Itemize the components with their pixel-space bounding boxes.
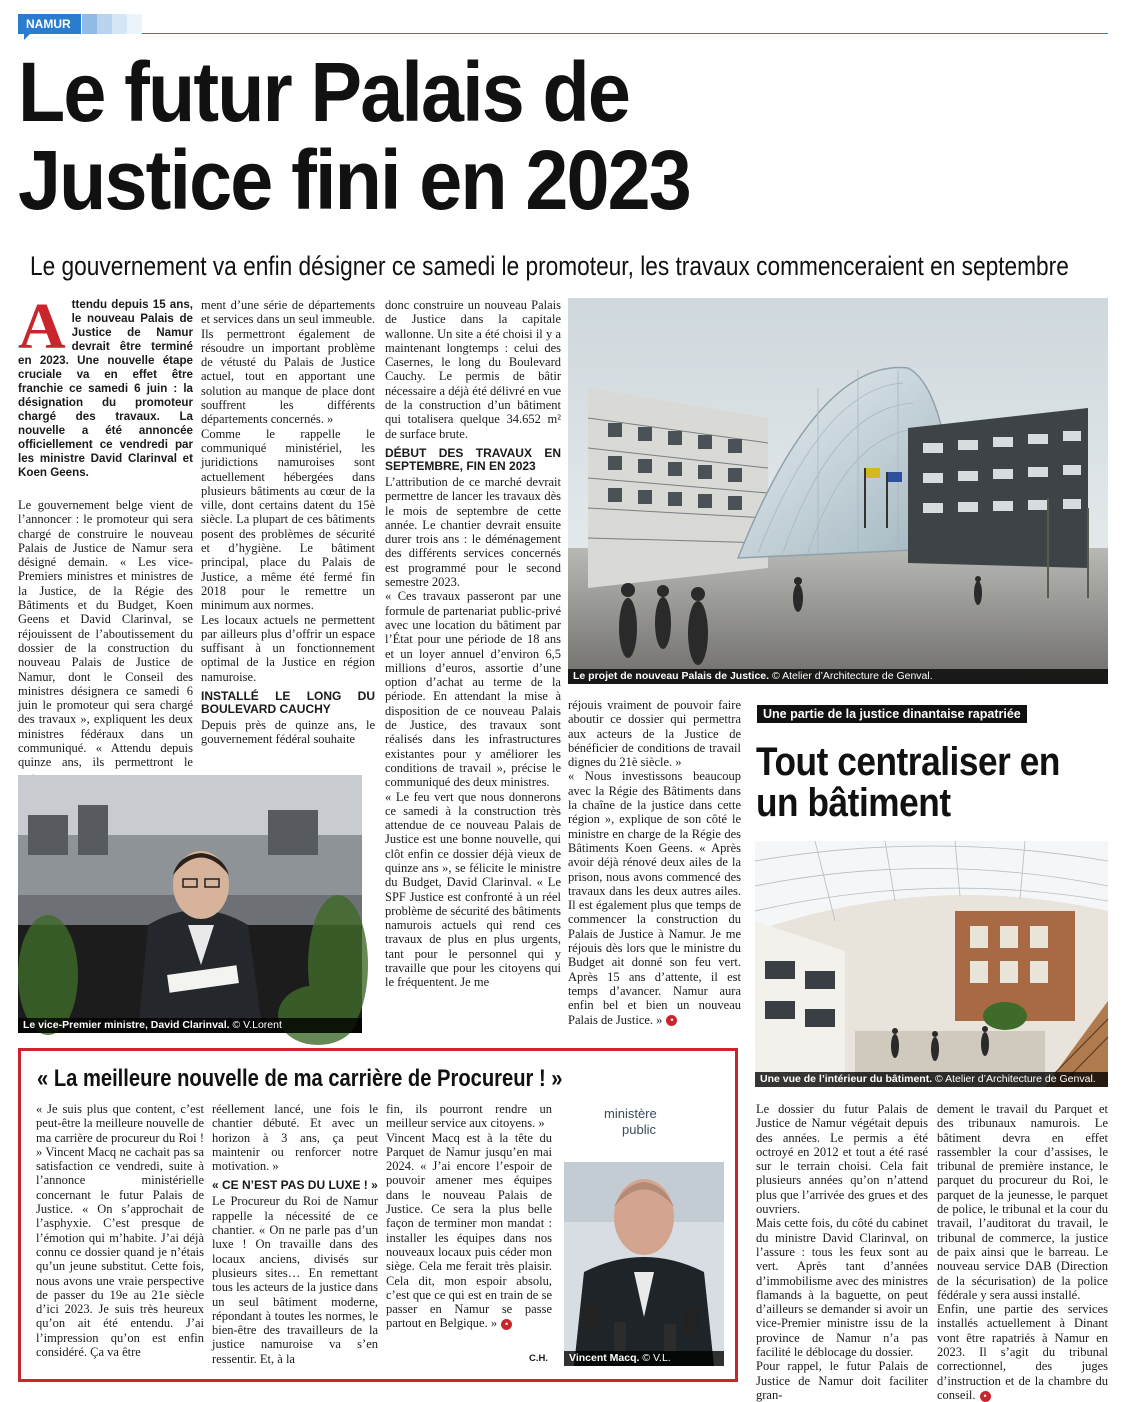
minister-photo	[18, 775, 362, 1033]
main-building-photo	[568, 298, 1108, 684]
paragraph: Mais cette fois, du côté du cabinet du ministre David Clarinval, on l’assure : tous les feux sont au vert. Après tant d’années d’immobilisme avec des ministres flamands à la baguette, on peut d’ailleurs se demander si avoir un vice-Premier ministre issu de la province de Namur n’a pas facilité le déblocage du dossier.	[756, 1216, 928, 1360]
paragraph: « Ces travaux passeront par une formule de partenariat public-privé avec une location du bâtiment par l’État pour une période de 18 ans et un loyer annuel d’environ 6,5 millions d’euros, assortie d’une option d’achat au terme de la période. En attendant la mise à disposition de ce nouveau Palais de Justice, des travaux sont réalisés dans les infrastructures existantes pour y améliorer les conditions de travail », précise le communiqué des deux ministres.	[385, 589, 561, 790]
section-pattern	[82, 14, 142, 34]
end-mark-icon: •	[980, 1391, 991, 1402]
caption-title: Le vice-Premier ministre, David Clarinval.	[23, 1019, 230, 1031]
minister-portrait-image	[18, 775, 362, 1033]
paragraph: Le gouvernement belge vient de l’annoncer : le promoteur qui sera chargé de construire le nouveau Palais de Justice de Namur sera désigné demain. « Les vice-Premiers ministres et ministres de la Justice, de la Régie des Bâtiments et du Budget, Koen Geens et David Clarinval, se réjouissent de l’aboutissement du dossier de la construction du nouveau Palais de Justice de Namur, dont le Conseil des ministres désignera ce samedi 6 juin le promoteur qui sera chargé des travaux », expliquent les deux ministres fédéraux dans un communiqué. « Attendu depuis quinze ans, ils permettront le	[18, 498, 193, 770]
paragraph: L’attribution de ce marché devrait permettre de lancer les travaux dès le mois de septembre de cette année. Le chantier devrait ensuite durer trois ans : le déménagement des différents services concernés est programmé pour le second semestre 2023.	[385, 474, 561, 590]
byline: C.H.	[529, 1353, 548, 1364]
article-column-4	[568, 698, 741, 1027]
subheadline: Le gouvernement va enfin désigner ce samedi le promoteur, les travaux commenceraient en septembre	[30, 251, 1069, 281]
paragraph-text: « Nous investissons beaucoup avec la Régie des Bâtiments dans la chaîne de la justice dans cette région », explique de son côté le ministre en charge de la Régie des Bâtiments Koen Geens. « Après avoir déjà rénové deux ailes de la prison, nous avons commencé des travaux dans les deux autres ailes. Il est également plus que temps de commencer la construction du Palais de Justice à Namur. Je me réjouis dès lors que le ministre du Budget ait donné son feu vert. Après 15 ans d’attente, il est temps d’avancer. Namur aura enfin bel et bien un nouveau Palais de Justice. »	[568, 769, 741, 1027]
lead-text: ttendu depuis 15 ans, le nouveau Palais de Justice de Namur devrait être terminé en 2023. Une nouvelle étape cruciale va en effet être franchie ce samedi 6 juin : la désignation du promoteur chargé des travaux. La nouvelle a été annoncée officiellement ce vendredi par les ministre David Clarinval et Koen Geens.	[18, 298, 193, 479]
prosecutor-photo	[564, 1102, 724, 1366]
interior-photo-caption	[755, 1072, 1108, 1087]
caption-title: Vincent Macq.	[569, 1352, 640, 1364]
section-bar	[18, 14, 1108, 34]
caption-credit: © V.Lorent	[232, 1019, 282, 1031]
intertitle: DÉBUT DES TRAVAUX EN SEPTEMBRE, FIN EN 2023	[385, 445, 561, 473]
article-column-2	[201, 298, 375, 747]
caption-credit: © V.L.	[642, 1352, 671, 1364]
paragraph: Le dossier du futur Palais de Justice de Namur végétait depuis des années. Le permis a été octroyé en 2012 et tout a été rasé sur le terrain choisi. Cela fait plusieurs années qu’on n’attend plus que l’arrivée des grues et des ouvriers.	[756, 1102, 928, 1217]
paragraph: Comme le rappelle le communiqué ministériel, les juridictions namuroises sont actuellement hébergées dans plusieurs bâtiments au cœur de la ville, dont certains datent du 15è siècle. La plupart de ces bâtiments posent des problèmes de sécurité et d’hygiène. Le bâtiment principal, place du Palais de Justice, a même été fermé fin 2018 pour le remettre un minimum aux normes.	[201, 426, 375, 613]
banner-text-line-1: ministère	[604, 1106, 657, 1121]
paragraph-text: Vincent Macq est à la tête du Parquet de Namur jusqu’en mai 2024. « J’ai encore l’espoir de pouvoir amener mes équipes dans le nouveau Palais de Justice. Ce sera la plus belle façon de terminer mon mandat : installer les équipes dans nos nouveaux locaux puis céder mon siège. Cela me ferait très plaisir. Cela dit, mon espoir absolu, c’est que ce qui est en train de se passer en Namur se passe partout en Belgique. »	[386, 1130, 552, 1331]
paragraph	[937, 1302, 1108, 1402]
paragraph: réjouis vraiment de pouvoir faire aboutir ce dossier qui permettra aux acteurs de la Justice de bénéficier de conditions de travail dignes du 21è siècle. »	[568, 698, 741, 770]
paragraph-text: Enfin, une partie des services installés actuellement à Dinant vont être rapatriés à Namur en 2023. Il s’agit du tribunal correctionnel, des juges d’instruction et de la chambre du conseil.	[937, 1302, 1108, 1402]
sidebar-column-1	[756, 1102, 928, 1402]
paragraph: dement le travail du Parquet et des tribunaux namurois. Le bâtiment devra en effet rassembler la cour d’assises, le tribunal de première instance, le parquet du procureur du Roi, le parquet de la jeunesse, le parquet de police, le tribunal et la cour du travail, l’auditorat du travail, le tribunal de commerce, la justice de paix ainsi que le barreau. Le nouveau service DAB (Direction de la sécurisation) de la police fédérale y sera aussi installé.	[937, 1102, 1108, 1302]
article-column-1	[18, 290, 193, 784]
end-mark-icon: •	[666, 1015, 677, 1026]
caption-title: Une vue de l’intérieur du bâtiment.	[760, 1073, 933, 1085]
headline-line-1: Le futur Palais de	[18, 45, 630, 139]
paragraph: Pour rappel, le futur Palais de Justice de Namur doit faciliter gran-	[756, 1359, 928, 1402]
paragraph: « Le feu vert que nous donnerons ce samedi à la construction très attendue de ce nouveau Palais de Justice est une bonne nouvelle, qui clôt enfin ce dossier déjà vieux de quinze ans », se félicite le ministre du Budget, David Clarinval. « Le SPF Justice est confronté à un réel problème de sécurité des bâtiments namurois actuels qui rend ces travaux de plus en plus urgents, tant pour le personnel qui y travaille que pour les citoyens qui le fréquentent. Je me	[385, 789, 561, 990]
sidebar-kicker: Une partie de la justice dinantaise rapatriée	[757, 705, 1027, 723]
quote-box-column-1	[36, 1102, 204, 1359]
paragraph: ment d’une série de départements et services dans un seul immeuble. Ils permettront également de résoudre un important problème de vétusté du Palais de Justice actuel, tout en apportant une solution au manque de place dont souffrent les différents départements concernés. »	[201, 298, 375, 427]
prosecutor-photo-caption	[564, 1351, 724, 1366]
quote-box-column-2	[212, 1102, 378, 1366]
interior-photo	[755, 841, 1108, 1087]
article-column-3	[385, 298, 561, 990]
drop-cap: A	[18, 290, 66, 363]
paragraph	[386, 1131, 552, 1331]
paragraph: réellement lancé, une fois le chantier débuté. Et avec un horizon à 3 ans, ça peut maintenir ou renforcer notre motivation. »	[212, 1102, 378, 1174]
paragraph: Le Procureur du Roi de Namur rappelle la nécessité de ce chantier. « On ne parle pas d’un luxe ! On travaille dans des locaux anciens, divisés sur plusieurs sites… En remettant tous les acteurs de la justice dans un seul bâtiment moderne, répondant à toutes les normes, le bien-être des travailleurs de la justice namuroise va s’en ressentir. Et, à la	[212, 1194, 378, 1366]
banner-text-line-2: public	[622, 1122, 656, 1137]
paragraph: Les locaux actuels ne permettent par ailleurs plus d’offrir un espace suffisant à un fonctionnement optimal de la Justice en région namuroise.	[201, 612, 375, 684]
section-rule	[142, 33, 1108, 34]
article-lead	[18, 290, 193, 480]
intertitle: « CE N’EST PAS DU LUXE ! »	[212, 1178, 378, 1193]
sidebar-column-2	[937, 1102, 1108, 1402]
caption-credit: © Atelier d’Architecture de Genval.	[935, 1073, 1096, 1085]
minister-photo-caption	[18, 1018, 362, 1033]
building-rendering-image	[568, 298, 1108, 684]
intertitle: INSTALLÉ LE LONG DU BOULEVARD CAUCHY	[201, 689, 375, 717]
quote-box-column-3	[386, 1102, 552, 1331]
paragraph: donc construire un nouveau Palais de Justice dans la capitale wallonne. Un site a été choisi il y a maintenant longtemps : celui des Casernes, le long du Boulevard Cauchy. Le permis de bâtir nécessaire a déjà été délivré en vue de la construction d’un bâtiment qui totalisera quelque 34.652 m² de surface brute.	[385, 298, 561, 441]
end-mark-icon: •	[501, 1319, 512, 1330]
paragraph: fin, ils pourront rendre un meilleur service aux citoyens. »	[386, 1102, 552, 1131]
headline	[18, 45, 1021, 227]
quote-box-title: « La meilleure nouvelle de ma carrière de Procureur ! »	[37, 1065, 563, 1092]
headline-line-2: Justice fini en 2023	[18, 133, 690, 227]
prosecutor-portrait-image	[564, 1102, 724, 1366]
caption-title: Le projet de nouveau Palais de Justice.	[573, 670, 770, 682]
interior-rendering-image	[755, 841, 1108, 1087]
section-tag: NAMUR	[18, 14, 81, 34]
paragraph	[568, 769, 741, 1026]
sidebar-title: Tout centraliser en un bâtiment	[756, 740, 1060, 825]
caption-credit: © Atelier d’Architecture de Genval.	[772, 670, 933, 682]
paragraph: « Je suis plus que content, c’est peut-être la meilleure nouvelle de ma carrière de procureur du Roi ! » Vincent Macq ne cachait pas sa satisfaction ce vendredi, suite à l’annonce ministérielle concernant le futur Palais de Justice. « On s’approchait de l’asphyxie. C’est presque de l’émotion qui m’habite. J’ai déjà connu ce dossier quand je n’étais qu’un jeune substitut. Cette fois, nous avons une vraie perspective de passer du 19e au 21e siècle d’ici 2023. Je suis très heureux qu’on ait été entendu. J’ai l’impression qu’on est enfin considéré. Ça va être	[36, 1102, 204, 1360]
paragraph: Depuis près de quinze ans, le gouvernement fédéral souhaite	[201, 718, 375, 747]
main-photo-caption	[568, 669, 1108, 684]
